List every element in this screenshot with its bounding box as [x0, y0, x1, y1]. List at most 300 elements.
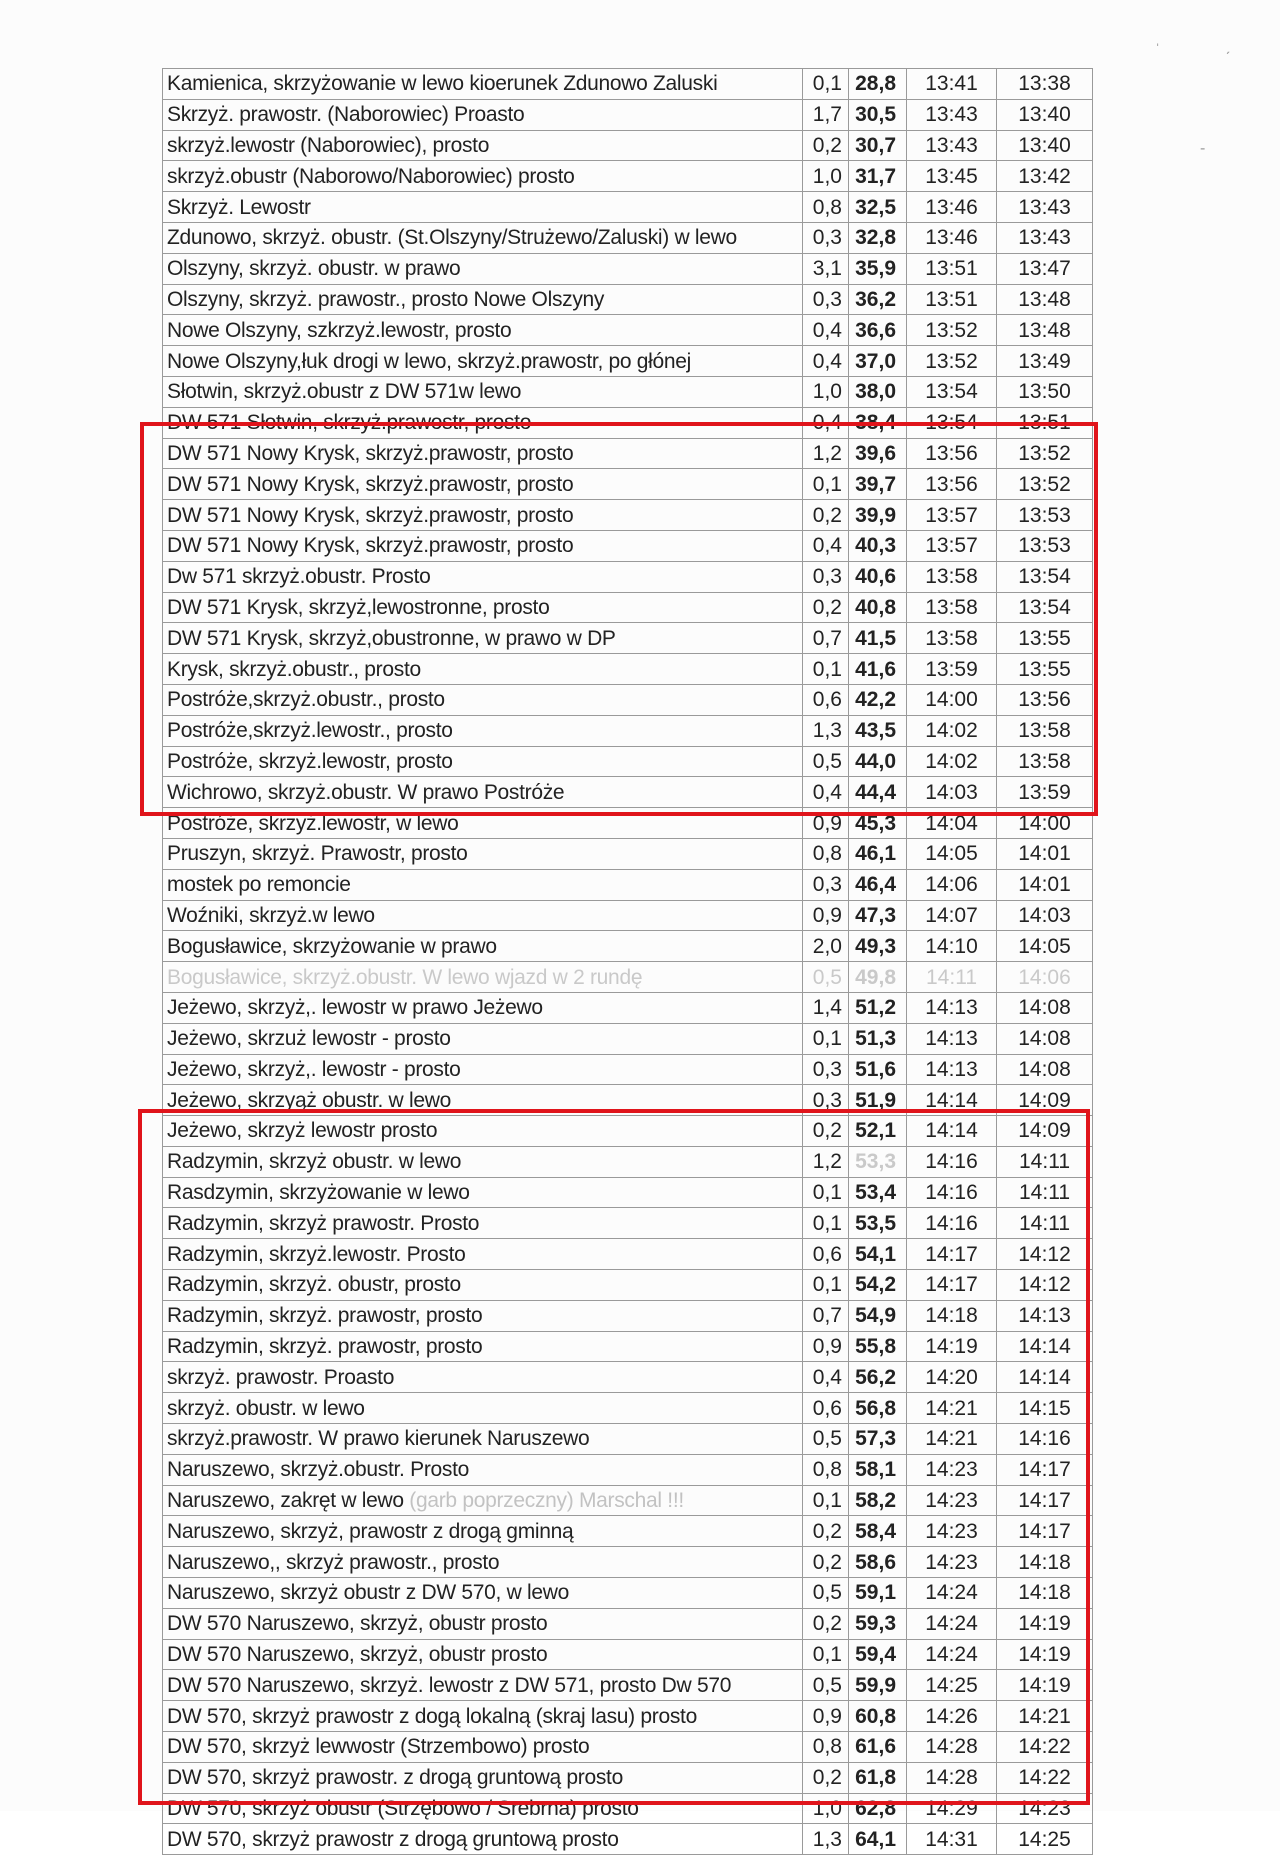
time-column-1: 13:54	[907, 407, 997, 438]
waypoint-text: DW 571 Nowy Krysk, skrzyż.prawostr, prosto	[167, 503, 574, 527]
table-row	[163, 253, 1093, 284]
time-column-2: 14:17	[997, 1516, 1093, 1547]
time-column-1: 14:02	[907, 715, 997, 746]
segment-distance: 0,6	[803, 684, 849, 715]
time-column-2: 14:23	[997, 1793, 1093, 1824]
time-column-2: 13:49	[997, 346, 1093, 377]
time-column-1: 14:13	[907, 1054, 997, 1085]
waypoint-text: Postróże, skrzyż.lewostr, prosto	[167, 749, 453, 773]
waypoint-text: Naruszewo, zakręt w lewo	[167, 1489, 404, 1513]
table-row	[163, 1824, 1093, 1855]
waypoint-text: DW 571 Krysk, skrzyż,obustronne, w prawo w DP	[167, 626, 616, 650]
waypoint-text: DW 570 Naruszewo, skrzyż, obustr prosto	[167, 1612, 548, 1636]
segment-distance: 2,0	[803, 931, 849, 962]
cumulative-distance: 32,8	[849, 222, 907, 253]
cumulative-distance: 58,4	[849, 1516, 907, 1547]
time-column-1: 13:54	[907, 376, 997, 407]
cumulative-distance: 41,6	[849, 654, 907, 685]
time-column-1: 13:52	[907, 346, 997, 377]
time-column-1: 14:00	[907, 684, 997, 715]
time-column-1: 13:58	[907, 592, 997, 623]
waypoint-text: Naruszewo, skrzyż, prawostr z drogą gminną	[167, 1519, 574, 1543]
segment-distance: 0,2	[803, 1516, 849, 1547]
cumulative-distance: 36,2	[849, 284, 907, 315]
waypoint-text: Radzymin, skrzyż.lewostr. Prosto	[167, 1242, 466, 1266]
time-column-1: 14:14	[907, 1085, 997, 1116]
segment-distance: 1,2	[803, 1146, 849, 1177]
waypoint-text: skrzyż.lewostr (Naborowiec), prosto	[167, 133, 490, 157]
segment-distance: 0,4	[803, 1362, 849, 1393]
waypoint-description	[163, 1824, 803, 1855]
time-column-1: 14:21	[907, 1424, 997, 1455]
time-column-1: 13:59	[907, 654, 997, 685]
segment-distance: 0,2	[803, 592, 849, 623]
cumulative-distance: 43,5	[849, 715, 907, 746]
time-column-2: 13:53	[997, 500, 1093, 531]
time-column-2: 14:17	[997, 1454, 1093, 1485]
time-column-2: 14:14	[997, 1362, 1093, 1393]
time-column-2: 13:38	[997, 69, 1093, 100]
cumulative-distance: 30,5	[849, 99, 907, 130]
cumulative-distance: 38,4	[849, 407, 907, 438]
waypoint-description	[163, 931, 803, 962]
waypoint-text: Bogusławice, skrzyżowanie w prawo	[167, 934, 497, 958]
waypoint-description	[163, 315, 803, 346]
waypoint-text: Radzymin, skrzyż. obustr, prosto	[167, 1273, 461, 1297]
cumulative-distance: 35,9	[849, 253, 907, 284]
table-row	[163, 130, 1093, 161]
time-column-1: 14:17	[907, 1270, 997, 1301]
time-column-2: 14:08	[997, 992, 1093, 1023]
waypoint-text: DW 571 Nowy Krysk, skrzyż.prawostr, prosto	[167, 441, 574, 465]
segment-distance: 0,1	[803, 469, 849, 500]
time-column-1: 13:58	[907, 623, 997, 654]
time-column-1: 13:57	[907, 530, 997, 561]
time-column-2: 14:00	[997, 808, 1093, 839]
waypoint-text: Dw 571 skrzyż.obustr. Prosto	[167, 565, 431, 589]
time-column-2: 14:25	[997, 1824, 1093, 1855]
segment-distance: 1,4	[803, 992, 849, 1023]
waypoint-text: Nowe Olszyny, szkrzyż.lewostr, prosto	[167, 318, 512, 342]
time-column-2: 14:17	[997, 1485, 1093, 1516]
waypoint-text: DW 571 Słotwin, skrzyż.prawostr, prosto	[167, 411, 532, 435]
time-column-2: 13:43	[997, 222, 1093, 253]
cumulative-distance: 59,4	[849, 1639, 907, 1670]
time-column-2: 13:55	[997, 654, 1093, 685]
scan-mark: ˌ	[1155, 30, 1161, 47]
segment-distance: 0,2	[803, 1608, 849, 1639]
segment-distance: 0,2	[803, 1116, 849, 1147]
waypoint-description	[163, 222, 803, 253]
cumulative-distance: 45,3	[849, 808, 907, 839]
time-column-2: 14:06	[997, 962, 1093, 993]
time-column-1: 13:43	[907, 99, 997, 130]
time-column-2: 14:01	[997, 869, 1093, 900]
cumulative-distance: 51,6	[849, 1054, 907, 1085]
segment-distance: 0,9	[803, 1331, 849, 1362]
cumulative-distance: 46,1	[849, 838, 907, 869]
cumulative-distance: 36,6	[849, 315, 907, 346]
waypoint-text: Naruszewo, skrzyż.obustr. Prosto	[167, 1458, 470, 1482]
waypoint-description	[163, 900, 803, 931]
waypoint-note: (garb poprzeczny) Marschal !!!	[409, 1489, 684, 1513]
table-row	[163, 222, 1093, 253]
segment-distance: 0,3	[803, 1054, 849, 1085]
time-column-1: 14:21	[907, 1393, 997, 1424]
time-column-1: 14:23	[907, 1454, 997, 1485]
time-column-2: 14:09	[997, 1116, 1093, 1147]
waypoint-text: Pruszyn, skrzyż. Prawostr, prosto	[167, 842, 468, 866]
segment-distance: 0,8	[803, 838, 849, 869]
time-column-1: 14:03	[907, 777, 997, 808]
time-column-1: 14:31	[907, 1824, 997, 1855]
time-column-1: 14:24	[907, 1608, 997, 1639]
cumulative-distance: 58,2	[849, 1485, 907, 1516]
time-column-1: 14:10	[907, 931, 997, 962]
table-row	[163, 99, 1093, 130]
cumulative-distance: 53,5	[849, 1208, 907, 1239]
segment-distance: 0,3	[803, 222, 849, 253]
segment-distance: 0,2	[803, 1762, 849, 1793]
time-column-1: 13:41	[907, 69, 997, 100]
table-row	[163, 992, 1093, 1023]
cumulative-distance: 51,2	[849, 992, 907, 1023]
time-column-1: 14:11	[907, 962, 997, 993]
cumulative-distance: 51,9	[849, 1085, 907, 1116]
waypoint-description	[163, 1054, 803, 1085]
time-column-1: 14:23	[907, 1547, 997, 1578]
time-column-1: 13:45	[907, 161, 997, 192]
cumulative-distance: 58,6	[849, 1547, 907, 1578]
waypoint-text: Naruszewo, skrzyż obustr z DW 570, w lewo	[167, 1581, 569, 1605]
waypoint-text: skrzyż. prawostr. Proasto	[167, 1365, 395, 1389]
segment-distance: 0,8	[803, 192, 849, 223]
time-column-1: 14:02	[907, 746, 997, 777]
time-column-2: 13:48	[997, 284, 1093, 315]
time-column-1: 13:51	[907, 253, 997, 284]
cumulative-distance: 44,4	[849, 777, 907, 808]
time-column-2: 13:58	[997, 746, 1093, 777]
segment-distance: 1,3	[803, 715, 849, 746]
cumulative-distance: 49,3	[849, 931, 907, 962]
waypoint-text: skrzyż. obustr. w lewo	[167, 1396, 365, 1420]
time-column-2: 14:12	[997, 1239, 1093, 1270]
time-column-1: 14:25	[907, 1670, 997, 1701]
segment-distance: 0,9	[803, 900, 849, 931]
waypoint-text: skrzyż.prawostr. W prawo kierunek Naruszewo	[167, 1427, 590, 1451]
cumulative-distance: 51,3	[849, 1023, 907, 1054]
cumulative-distance: 41,5	[849, 623, 907, 654]
cumulative-distance: 44,0	[849, 746, 907, 777]
cumulative-distance: 56,2	[849, 1362, 907, 1393]
waypoint-text: Jeżewo, skrzuż lewostr - prosto	[167, 1027, 451, 1051]
time-column-2: 13:58	[997, 715, 1093, 746]
waypoint-text: DW 571 Nowy Krysk, skrzyż.prawostr, prosto	[167, 472, 574, 496]
segment-distance: 1,0	[803, 376, 849, 407]
segment-distance: 1,0	[803, 1793, 849, 1824]
cumulative-distance: 54,2	[849, 1270, 907, 1301]
segment-distance: 0,7	[803, 1300, 849, 1331]
segment-distance: 0,4	[803, 777, 849, 808]
waypoint-text: Krysk, skrzyż.obustr., prosto	[167, 657, 421, 681]
time-column-2: 13:54	[997, 561, 1093, 592]
time-column-2: 14:15	[997, 1393, 1093, 1424]
segment-distance: 0,2	[803, 1547, 849, 1578]
scan-mark: -	[1200, 140, 1206, 157]
time-column-1: 14:20	[907, 1362, 997, 1393]
time-column-2: 14:22	[997, 1762, 1093, 1793]
segment-distance: 0,3	[803, 1085, 849, 1116]
cumulative-distance: 49,8	[849, 962, 907, 993]
waypoint-text: Bogusławice, skrzyż.obustr. W lewo wjazd w 2 rundę	[167, 965, 643, 989]
segment-distance: 0,7	[803, 623, 849, 654]
time-column-1: 14:24	[907, 1639, 997, 1670]
time-column-2: 14:01	[997, 838, 1093, 869]
cumulative-distance: 39,7	[849, 469, 907, 500]
cumulative-distance: 54,1	[849, 1239, 907, 1270]
segment-distance: 0,9	[803, 808, 849, 839]
time-column-1: 14:13	[907, 992, 997, 1023]
segment-distance: 0,8	[803, 1732, 849, 1763]
segment-distance: 0,5	[803, 746, 849, 777]
cumulative-distance: 38,0	[849, 376, 907, 407]
time-column-1: 14:23	[907, 1485, 997, 1516]
time-column-1: 13:52	[907, 315, 997, 346]
time-column-1: 14:28	[907, 1732, 997, 1763]
time-column-2: 14:09	[997, 1085, 1093, 1116]
cumulative-distance: 32,5	[849, 192, 907, 223]
time-column-1: 13:46	[907, 222, 997, 253]
time-column-1: 14:23	[907, 1516, 997, 1547]
table-row	[163, 869, 1093, 900]
highlight-box-krysk-section	[140, 422, 1098, 816]
time-column-2: 13:53	[997, 530, 1093, 561]
time-column-1: 13:56	[907, 438, 997, 469]
time-column-2: 13:50	[997, 376, 1093, 407]
waypoint-description	[163, 130, 803, 161]
cumulative-distance: 62,8	[849, 1793, 907, 1824]
time-column-2: 13:56	[997, 684, 1093, 715]
time-column-1: 13:46	[907, 192, 997, 223]
segment-distance: 0,4	[803, 346, 849, 377]
waypoint-text: skrzyż.obustr (Naborowo/Naborowiec) prosto	[167, 164, 575, 188]
time-column-1: 14:16	[907, 1177, 997, 1208]
cumulative-distance: 58,1	[849, 1454, 907, 1485]
time-column-1: 13:51	[907, 284, 997, 315]
time-column-2: 14:18	[997, 1578, 1093, 1609]
segment-distance: 0,1	[803, 1208, 849, 1239]
segment-distance: 0,6	[803, 1393, 849, 1424]
time-column-2: 14:18	[997, 1547, 1093, 1578]
waypoint-text: Skrzyż. prawostr. (Naborowiec) Proasto	[167, 103, 525, 127]
cumulative-distance: 54,9	[849, 1300, 907, 1331]
segment-distance: 0,5	[803, 1670, 849, 1701]
waypoint-text: DW 570, skrzyż prawostr z dogą lokalną (skraj lasu) prosto	[167, 1704, 697, 1728]
cumulative-distance: 47,3	[849, 900, 907, 931]
waypoint-text: Jeżewo, skrzyż,. lewostr - prosto	[167, 1057, 461, 1081]
time-column-2: 14:19	[997, 1639, 1093, 1670]
waypoint-text: Radzymin, skrzyż. prawostr, prosto	[167, 1304, 483, 1328]
segment-distance: 0,2	[803, 130, 849, 161]
table-row	[163, 69, 1093, 100]
cumulative-distance: 42,2	[849, 684, 907, 715]
waypoint-text: DW 571 Nowy Krysk, skrzyż.prawostr, prosto	[167, 534, 574, 558]
waypoint-description	[163, 253, 803, 284]
segment-distance: 0,4	[803, 407, 849, 438]
waypoint-description	[163, 1023, 803, 1054]
segment-distance: 0,5	[803, 962, 849, 993]
time-column-2: 14:12	[997, 1270, 1093, 1301]
waypoint-text: Jeżewo, skrzyż,. lewostr w prawo Jeżewo	[167, 996, 543, 1020]
cumulative-distance: 55,8	[849, 1331, 907, 1362]
waypoint-description	[163, 992, 803, 1023]
table-row	[163, 1054, 1093, 1085]
time-column-1: 13:56	[907, 469, 997, 500]
waypoint-text: Radzymin, skrzyż obustr. w lewo	[167, 1150, 462, 1174]
waypoint-description	[163, 962, 803, 993]
time-column-2: 14:22	[997, 1732, 1093, 1763]
time-column-1: 14:04	[907, 808, 997, 839]
time-column-2: 14:14	[997, 1331, 1093, 1362]
segment-distance: 0,1	[803, 1639, 849, 1670]
waypoint-text: Woźniki, skrzyż.w lewo	[167, 903, 375, 927]
time-column-2: 13:59	[997, 777, 1093, 808]
time-column-2: 14:11	[997, 1208, 1093, 1239]
waypoint-text: DW 570 Naruszewo, skrzyż. lewostr z DW 571, prosto Dw 570	[167, 1673, 732, 1697]
time-column-1: 14:24	[907, 1578, 997, 1609]
time-column-1: 14:19	[907, 1331, 997, 1362]
cumulative-distance: 61,8	[849, 1762, 907, 1793]
waypoint-description	[163, 838, 803, 869]
time-column-1: 14:14	[907, 1116, 997, 1147]
waypoint-text: Rasdzymin, skrzyżowanie w lewo	[167, 1181, 470, 1205]
time-column-1: 14:28	[907, 1762, 997, 1793]
cumulative-distance: 40,8	[849, 592, 907, 623]
segment-distance: 0,1	[803, 654, 849, 685]
waypoint-text: Zdunowo, skrzyż. obustr. (St.Olszyny/Strużewo/Zaluski) w lewo	[167, 226, 737, 250]
segment-distance: 0,1	[803, 1485, 849, 1516]
segment-distance: 1,0	[803, 161, 849, 192]
segment-distance: 0,3	[803, 284, 849, 315]
cumulative-distance: 31,7	[849, 161, 907, 192]
waypoint-text: Skrzyż. Lewostr	[167, 195, 311, 219]
cumulative-distance: 56,8	[849, 1393, 907, 1424]
time-column-2: 13:40	[997, 99, 1093, 130]
time-column-2: 14:11	[997, 1177, 1093, 1208]
time-column-2: 13:54	[997, 592, 1093, 623]
waypoint-text: Olszyny, skrzyż. obustr. w prawo	[167, 257, 461, 281]
segment-distance: 0,4	[803, 530, 849, 561]
waypoint-description	[163, 869, 803, 900]
time-column-2: 13:55	[997, 623, 1093, 654]
segment-distance: 0,1	[803, 69, 849, 100]
waypoint-text: Radzymin, skrzyż. prawostr, prosto	[167, 1335, 483, 1359]
scan-mark: ˏ	[1225, 38, 1231, 55]
highlight-box-radzymin-naruszewo-section	[138, 1109, 1090, 1805]
waypoint-description	[163, 376, 803, 407]
segment-distance: 0,8	[803, 1454, 849, 1485]
cumulative-distance: 40,3	[849, 530, 907, 561]
segment-distance: 0,1	[803, 1270, 849, 1301]
table-row	[163, 284, 1093, 315]
time-column-1: 14:16	[907, 1146, 997, 1177]
waypoint-text: Olszyny, skrzyż. prawostr., prosto Nowe Olszyny	[167, 287, 605, 311]
time-column-2: 14:11	[997, 1146, 1093, 1177]
waypoint-text: DW 570 Naruszewo, skrzyż, obustr prosto	[167, 1643, 548, 1667]
cumulative-distance: 53,4	[849, 1177, 907, 1208]
segment-distance: 1,7	[803, 99, 849, 130]
time-column-1: 14:18	[907, 1300, 997, 1331]
waypoint-text: Kamienica, skrzyżowanie w lewo kioerunek Zdunowo Zaluski	[167, 72, 718, 96]
table-row	[163, 346, 1093, 377]
table-row	[163, 376, 1093, 407]
waypoint-description	[163, 284, 803, 315]
time-column-1: 14:29	[907, 1793, 997, 1824]
time-column-1: 14:16	[907, 1208, 997, 1239]
waypoint-text: DW 570, skrzyż obustr (Strzębowo / Srebrna) prosto	[167, 1797, 639, 1821]
segment-distance: 0,1	[803, 1177, 849, 1208]
table-row	[163, 1023, 1093, 1054]
time-column-2: 14:13	[997, 1300, 1093, 1331]
time-column-2: 13:43	[997, 192, 1093, 223]
waypoint-text: Nowe Olszyny,łuk drogi w lewo, skrzyż.prawostr, po głónej	[167, 349, 692, 373]
cumulative-distance: 30,7	[849, 130, 907, 161]
waypoint-description	[163, 192, 803, 223]
cumulative-distance: 40,6	[849, 561, 907, 592]
waypoint-text: Wichrowo, skrzyż.obustr. W prawo Postróże	[167, 780, 565, 804]
segment-distance: 3,1	[803, 253, 849, 284]
time-column-2: 14:03	[997, 900, 1093, 931]
cumulative-distance: 53,3	[849, 1146, 907, 1177]
waypoint-text: Postróże,skrzyż.lewostr., prosto	[167, 719, 453, 743]
time-column-1: 14:13	[907, 1023, 997, 1054]
waypoint-text: DW 570, skrzyż prawostr. z drogą gruntową prosto	[167, 1766, 623, 1790]
table-row	[163, 161, 1093, 192]
time-column-1: 14:17	[907, 1239, 997, 1270]
cumulative-distance: 39,9	[849, 500, 907, 531]
cumulative-distance: 59,1	[849, 1578, 907, 1609]
waypoint-text: Jeżewo, skrzyż lewostr prosto	[167, 1119, 438, 1143]
segment-distance: 0,5	[803, 1424, 849, 1455]
waypoint-text: Postróże,skrzyż.obustr., prosto	[167, 688, 445, 712]
waypoint-text: mostek po remoncie	[167, 873, 351, 897]
cumulative-distance: 59,3	[849, 1608, 907, 1639]
waypoint-text: DW 571 Krysk, skrzyż,lewostronne, prosto	[167, 595, 550, 619]
segment-distance: 0,3	[803, 561, 849, 592]
table-row	[163, 931, 1093, 962]
time-column-1: 14:06	[907, 869, 997, 900]
time-column-2: 13:40	[997, 130, 1093, 161]
segment-distance: 0,5	[803, 1578, 849, 1609]
cumulative-distance: 28,8	[849, 69, 907, 100]
time-column-2: 14:05	[997, 931, 1093, 962]
table-row	[163, 192, 1093, 223]
waypoint-description	[163, 346, 803, 377]
segment-distance: 0,3	[803, 869, 849, 900]
cumulative-distance: 52,1	[849, 1116, 907, 1147]
time-column-2: 13:48	[997, 315, 1093, 346]
time-column-1: 13:58	[907, 561, 997, 592]
cumulative-distance: 64,1	[849, 1824, 907, 1855]
time-column-1: 14:05	[907, 838, 997, 869]
segment-distance: 0,2	[803, 500, 849, 531]
time-column-2: 14:08	[997, 1054, 1093, 1085]
time-column-2: 13:52	[997, 469, 1093, 500]
segment-distance: 1,3	[803, 1824, 849, 1855]
time-column-2: 13:52	[997, 438, 1093, 469]
waypoint-text: Postróże, skrzyż.lewostr, w lewo	[167, 811, 459, 835]
waypoint-text: Słotwin, skrzyż.obustr z DW 571w lewo	[167, 380, 522, 404]
